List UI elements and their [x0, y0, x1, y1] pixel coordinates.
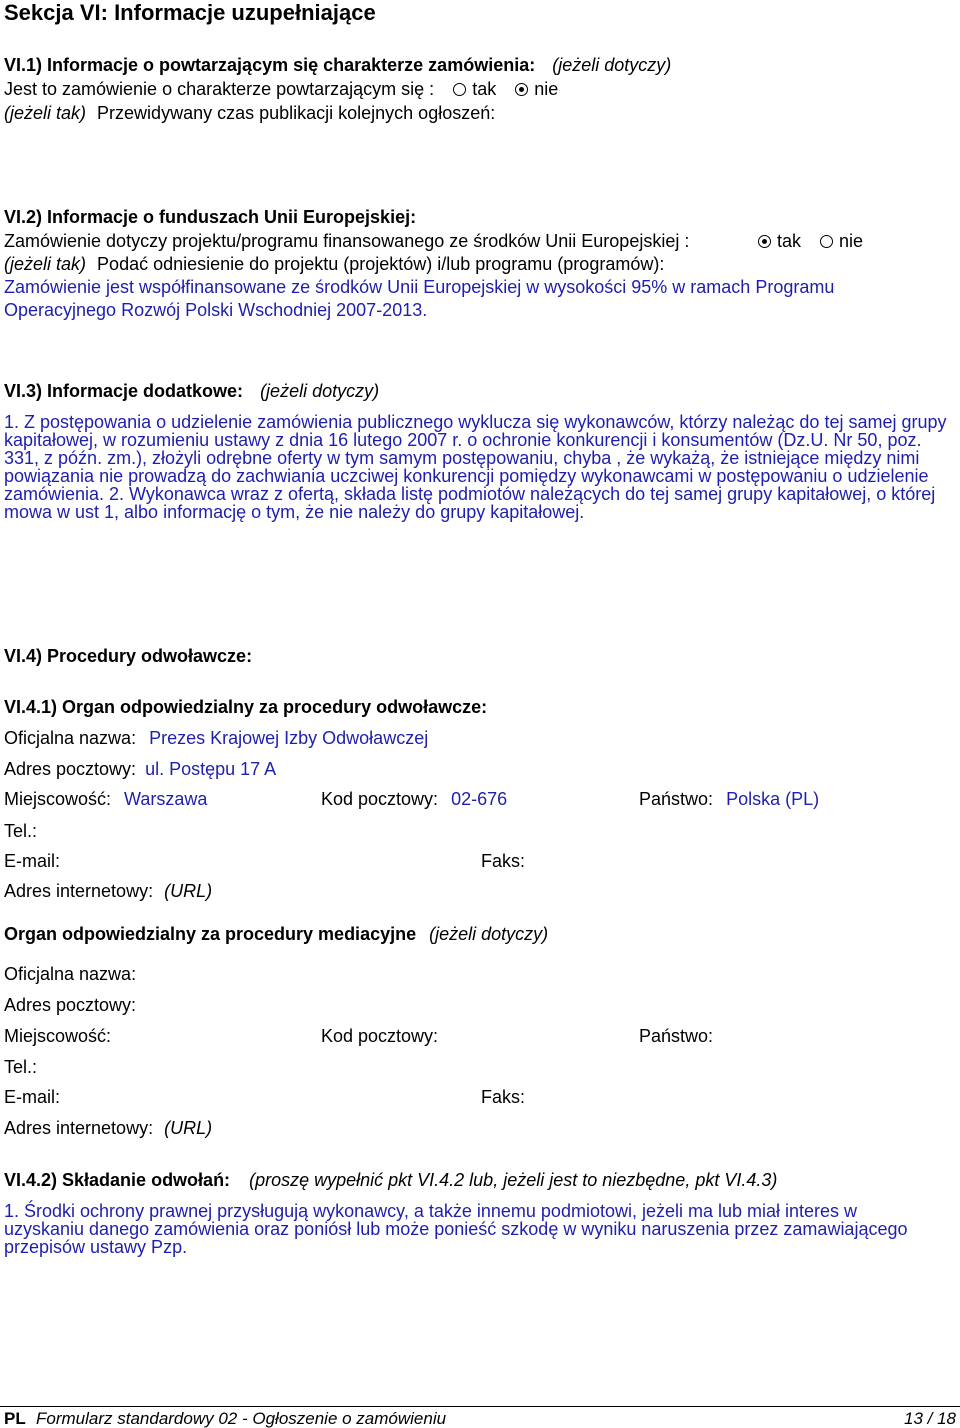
vi2-radio-group: [758, 232, 863, 250]
vi41-address-row: [4, 760, 276, 778]
vi41-postal-row: [321, 790, 507, 808]
vi2-followup-row: [4, 255, 664, 273]
vi1-followup-prefix: (jeżeli tak): [4, 103, 87, 123]
vi1-heading-note: (jeżeli dotyczy): [552, 55, 672, 75]
vi41-country-value: Polska (PL): [726, 789, 820, 809]
vi42-heading-note: (proszę wypełnić pkt VI.4.2 lub, jeżeli jest to niezbędne, pkt VI.4.3): [249, 1170, 778, 1190]
vi41-name-value: Prezes Krajowej Izby Odwoławczej: [149, 728, 429, 748]
vi3-heading-row: [4, 382, 379, 400]
mediation-name-label: Oficjalna nazwa:: [4, 964, 137, 984]
mediation-heading-note: (jeżeli dotyczy): [429, 924, 549, 944]
vi41-address-value: ul. Postępu 17 A: [145, 759, 277, 779]
vi1-followup-text: Przewidywany czas publikacji kolejnych ogłoszeń:: [97, 103, 496, 123]
mediation-web-note: (URL): [164, 1118, 213, 1138]
vi42-heading-row: [4, 1171, 777, 1189]
vi1-question-row: [4, 80, 558, 98]
vi2-radio-nie[interactable]: [820, 231, 863, 251]
vi1-heading-row: [4, 56, 671, 74]
mediation-web-row: [4, 1119, 212, 1137]
vi41-heading: VI.4.1) Organ odpowiedzialny za procedury odwoławcze:: [4, 697, 488, 717]
vi2-answer-line2: Operacyjnego Rozwój Polski Wschodniej 2007-2013.: [4, 300, 428, 320]
vi41-name-label: Oficjalna nazwa:: [4, 728, 137, 748]
vi3-paragraph: 1. Z postępowania o udzielenie zamówienia publicznego wyklucza się wykonawców, którzy należąc do tej samej grupy kapitałowej, w rozumieniu ustawy z dnia 16 lutego 2007 r. o ochronie konkurencji i konsumentów (Dz.U. Nr 50, poz. 331, z późn. zm.), złożyli odrębne oferty w tym samym postępowaniu, chyba , że wykażą, że istniejące między nimi powiązania nie prowadzą do zachwiania uczciwej konkurencji pomiędzy wykonawcami w postępowaniu o udzielenie zamówienia. 2. Wykonawca wraz z ofertą, składa listę podmiotów należących do tej samej grupy kapitałowej, o której mowa w ust 1, albo informację o tym, że nie należy do grupy kapitałowej.: [4, 412, 947, 522]
vi1-radio-tak-label: tak: [472, 79, 497, 99]
vi4-heading: VI.4) Procedury odwoławcze:: [4, 646, 253, 666]
vi2-followup-prefix: (jeżeli tak): [4, 254, 87, 274]
mediation-heading-row: [4, 925, 548, 943]
mediation-country-label: Państwo:: [639, 1026, 714, 1046]
vi41-address-label: Adres pocztowy:: [4, 759, 137, 779]
vi3-heading-note: (jeżeli dotyczy): [260, 381, 380, 401]
vi2-radio-tak-label: tak: [777, 231, 802, 251]
vi2-radio-nie-label: nie: [839, 231, 864, 251]
footer-form-title: Formularz standardowy 02 - Ogłoszenie o zamówieniu: [36, 1409, 447, 1428]
vi2-followup-text: Podać odniesienie do projektu (projektów) i/lub programu (programów):: [97, 254, 665, 274]
footer-page-number: 13 / 18: [904, 1409, 956, 1428]
vi2-radio-tak[interactable]: [758, 231, 801, 251]
vi41-city-value: Warszawa: [124, 789, 208, 809]
vi2-heading: VI.2) Informacje o funduszach Unii Europejskiej:: [4, 207, 417, 227]
radio-checked-icon: [515, 83, 528, 96]
vi1-question: Jest to zamówienie o charakterze powtarzającym się :: [4, 79, 435, 99]
vi42-heading: VI.4.2) Składanie odwołań:: [4, 1170, 231, 1190]
vi1-radio-nie-label: nie: [534, 79, 559, 99]
vi1-followup-row: [4, 104, 495, 122]
vi41-city-label: Miejscowość:: [4, 789, 112, 809]
radio-unchecked-icon: [453, 83, 466, 96]
vi1-radio-tak[interactable]: [453, 79, 496, 99]
vi41-tel-label: Tel.:: [4, 821, 38, 841]
mediation-address-label: Adres pocztowy:: [4, 995, 137, 1015]
vi41-web-note: (URL): [164, 881, 213, 901]
vi41-email-label: E-mail:: [4, 851, 61, 871]
footer-lang: PL: [4, 1409, 26, 1428]
mediation-fax-label: Faks:: [481, 1087, 526, 1107]
vi1-radio-nie[interactable]: [515, 79, 558, 99]
vi41-name-row: [4, 729, 428, 747]
mediation-city-label: Miejscowość:: [4, 1026, 112, 1046]
vi2-question: Zamówienie dotyczy projektu/programu finansowanego ze środków Unii Europejskiej :: [4, 231, 690, 251]
mediation-postal-label: Kod pocztowy:: [321, 1026, 439, 1046]
mediation-heading: Organ odpowiedzialny za procedury mediacyjne: [4, 924, 417, 944]
footer-rule: [0, 1406, 960, 1407]
vi41-postal-value: 02-676: [451, 789, 508, 809]
vi42-paragraph: 1. Środki ochrony prawnej przysługują wykonawcy, a także innemu podmiotowi, jeżeli ma lub miał interes w uzyskaniu danego zamówienia oraz poniósł lub może ponieść szkodę w wyniku naruszenia przez zamawiającego przepisów ustawy Pzp.: [4, 1201, 908, 1257]
vi41-postal-label: Kod pocztowy:: [321, 789, 439, 809]
vi41-country-label: Państwo:: [639, 789, 714, 809]
vi41-fax-label: Faks:: [481, 851, 526, 871]
vi41-city-row: [4, 790, 207, 808]
mediation-tel-label: Tel.:: [4, 1057, 38, 1077]
radio-checked-icon: [758, 235, 771, 248]
vi1-heading: VI.1) Informacje o powtarzającym się charakterze zamówienia:: [4, 55, 536, 75]
vi2-answer-line1: Zamówienie jest współfinansowane ze środków Unii Europejskiej w wysokości 95% w ramach Programu: [4, 277, 835, 297]
radio-unchecked-icon: [820, 235, 833, 248]
section-title: Sekcja VI: Informacje uzupełniające: [4, 0, 376, 25]
vi41-web-row: [4, 882, 212, 900]
vi41-web-label: Adres internetowy:: [4, 881, 154, 901]
mediation-email-label: E-mail:: [4, 1087, 61, 1107]
vi3-heading: VI.3) Informacje dodatkowe:: [4, 381, 244, 401]
mediation-web-label: Adres internetowy:: [4, 1118, 154, 1138]
vi41-country-row: [639, 790, 819, 808]
